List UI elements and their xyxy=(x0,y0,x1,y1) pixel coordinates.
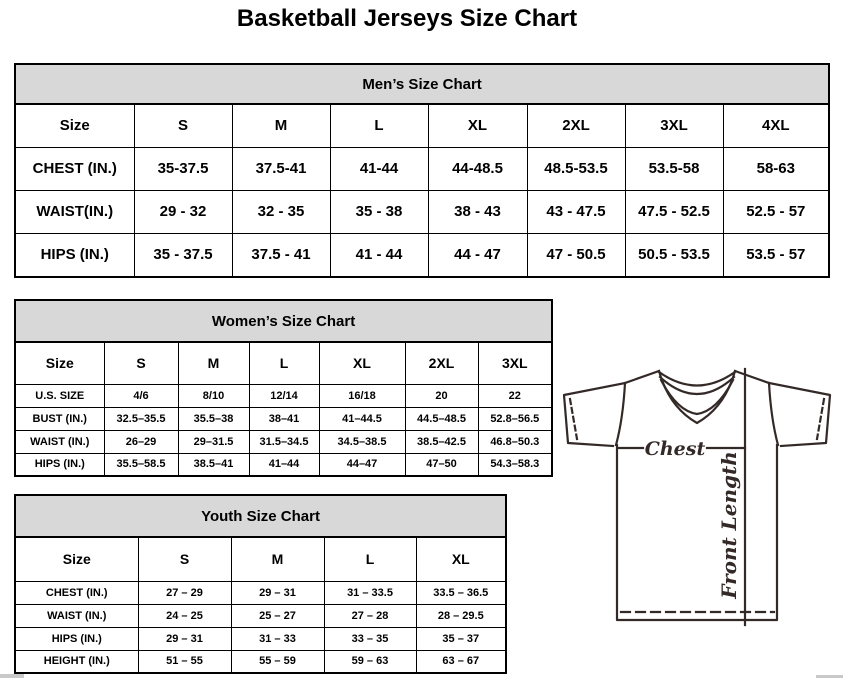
youth-table-row xyxy=(15,627,506,650)
mens-cell: 35 - 38 xyxy=(330,190,428,233)
womens-table-title: Women’s Size Chart xyxy=(15,300,552,342)
youth-cell: 28 – 29.5 xyxy=(416,604,506,627)
womens-cell: 38.5–42.5 xyxy=(405,430,478,453)
mens-table-title: Men’s Size Chart xyxy=(15,64,829,104)
womens-row-label: BUST (IN.) xyxy=(15,407,104,430)
womens-cell: 54.3–58.3 xyxy=(478,453,552,476)
mens-column-header: 3XL xyxy=(625,104,723,147)
youth-cell: 31 – 33 xyxy=(231,627,324,650)
youth-column-header: S xyxy=(138,537,231,581)
womens-table-row xyxy=(15,430,552,453)
mens-row-label: WAIST(IN.) xyxy=(15,190,134,233)
mens-cell: 47 - 50.5 xyxy=(527,233,625,277)
womens-column-header: Size xyxy=(15,342,104,384)
youth-cell: 25 – 27 xyxy=(231,604,324,627)
mens-cell: 35-37.5 xyxy=(134,147,232,190)
mens-cell: 41-44 xyxy=(330,147,428,190)
womens-row-label: U.S. SIZE xyxy=(15,384,104,407)
womens-cell: 35.5–38 xyxy=(178,407,249,430)
jersey-measurement-diagram xyxy=(555,355,843,679)
youth-row-label: CHEST (IN.) xyxy=(15,581,138,604)
womens-cell: 44.5–48.5 xyxy=(405,407,478,430)
youth-row-label: WAIST (IN.) xyxy=(15,604,138,627)
jersey-left-armhole xyxy=(616,383,625,445)
youth-cell: 59 – 63 xyxy=(324,650,416,673)
mens-column-header: S xyxy=(134,104,232,147)
womens-table-row xyxy=(15,407,552,430)
youth-cell: 51 – 55 xyxy=(138,650,231,673)
mens-cell: 53.5-58 xyxy=(625,147,723,190)
youth-column-header: L xyxy=(324,537,416,581)
youth-column-header: Size xyxy=(15,537,138,581)
womens-column-header: 2XL xyxy=(405,342,478,384)
jersey-collar-top-arc xyxy=(659,372,735,386)
mens-column-header: Size xyxy=(15,104,134,147)
womens-row-label: HIPS (IN.) xyxy=(15,453,104,476)
mens-cell: 29 - 32 xyxy=(134,190,232,233)
mens-cell: 37.5 - 41 xyxy=(232,233,330,277)
womens-cell: 8/10 xyxy=(178,384,249,407)
jersey-left-sleeve xyxy=(564,383,625,446)
womens-column-header: 3XL xyxy=(478,342,552,384)
womens-cell: 38.5–41 xyxy=(178,453,249,476)
youth-table-title: Youth Size Chart xyxy=(15,495,506,537)
mens-cell: 38 - 43 xyxy=(428,190,527,233)
womens-column-header: XL xyxy=(319,342,405,384)
womens-cell: 4/6 xyxy=(104,384,178,407)
womens-cell: 29–31.5 xyxy=(178,430,249,453)
jersey-right-shoulder xyxy=(735,371,769,383)
womens-cell: 41–44.5 xyxy=(319,407,405,430)
mens-cell: 53.5 - 57 xyxy=(723,233,829,277)
horizontal-scrollbar-fragment-right[interactable] xyxy=(816,675,843,678)
womens-cell: 46.8–50.3 xyxy=(478,430,552,453)
youth-cell: 33 – 35 xyxy=(324,627,416,650)
mens-size-table xyxy=(14,63,830,278)
youth-column-header: M xyxy=(231,537,324,581)
youth-size-table xyxy=(14,494,507,674)
youth-cell: 29 – 31 xyxy=(138,627,231,650)
youth-column-header: XL xyxy=(416,537,506,581)
womens-cell: 32.5–35.5 xyxy=(104,407,178,430)
youth-cell: 55 – 59 xyxy=(231,650,324,673)
jersey-right-cuff-stitch xyxy=(817,399,824,439)
mens-column-header: 2XL xyxy=(527,104,625,147)
jersey-right-sleeve xyxy=(769,383,830,446)
jersey-right-armhole xyxy=(769,383,778,445)
womens-row-label: WAIST (IN.) xyxy=(15,430,104,453)
mens-cell: 32 - 35 xyxy=(232,190,330,233)
mens-row-label: CHEST (IN.) xyxy=(15,147,134,190)
youth-cell: 31 – 33.5 xyxy=(324,581,416,604)
mens-column-header: XL xyxy=(428,104,527,147)
womens-cell: 16/18 xyxy=(319,384,405,407)
mens-cell: 50.5 - 53.5 xyxy=(625,233,723,277)
youth-cell: 63 – 67 xyxy=(416,650,506,673)
mens-cell: 47.5 - 52.5 xyxy=(625,190,723,233)
mens-cell: 37.5-41 xyxy=(232,147,330,190)
womens-table-row xyxy=(15,384,552,407)
womens-column-header: L xyxy=(249,342,319,384)
mens-row-label: HIPS (IN.) xyxy=(15,233,134,277)
youth-table-row xyxy=(15,581,506,604)
youth-cell: 24 – 25 xyxy=(138,604,231,627)
front-length-label: Front Length xyxy=(717,451,741,599)
youth-row-label: HIPS (IN.) xyxy=(15,627,138,650)
mens-cell: 48.5-53.5 xyxy=(527,147,625,190)
mens-column-header: L xyxy=(330,104,428,147)
youth-table-row xyxy=(15,604,506,627)
womens-cell: 26–29 xyxy=(104,430,178,453)
youth-cell: 27 – 28 xyxy=(324,604,416,627)
womens-cell: 20 xyxy=(405,384,478,407)
mens-cell: 44 - 47 xyxy=(428,233,527,277)
jersey-left-shoulder xyxy=(625,371,659,383)
womens-cell: 47–50 xyxy=(405,453,478,476)
chest-label: Chest xyxy=(644,438,706,460)
youth-cell: 33.5 – 36.5 xyxy=(416,581,506,604)
youth-table-row xyxy=(15,650,506,673)
womens-cell: 22 xyxy=(478,384,552,407)
jersey-body xyxy=(617,445,777,620)
mens-table-row xyxy=(15,147,829,190)
youth-cell: 27 – 29 xyxy=(138,581,231,604)
mens-cell: 52.5 - 57 xyxy=(723,190,829,233)
youth-cell: 29 – 31 xyxy=(231,581,324,604)
womens-cell: 12/14 xyxy=(249,384,319,407)
jersey-left-cuff-stitch xyxy=(570,399,577,439)
mens-table-row xyxy=(15,233,829,277)
womens-cell: 52.8–56.5 xyxy=(478,407,552,430)
mens-cell: 41 - 44 xyxy=(330,233,428,277)
womens-cell: 44–47 xyxy=(319,453,405,476)
womens-cell: 35.5–58.5 xyxy=(104,453,178,476)
mens-cell: 35 - 37.5 xyxy=(134,233,232,277)
mens-cell: 43 - 47.5 xyxy=(527,190,625,233)
womens-column-header: S xyxy=(104,342,178,384)
youth-cell: 35 – 37 xyxy=(416,627,506,650)
mens-column-header: M xyxy=(232,104,330,147)
womens-table-row xyxy=(15,453,552,476)
womens-size-table xyxy=(14,299,553,477)
womens-cell: 38–41 xyxy=(249,407,319,430)
womens-cell: 34.5–38.5 xyxy=(319,430,405,453)
mens-table-row xyxy=(15,190,829,233)
page-title: Basketball Jerseys Size Chart xyxy=(236,5,578,32)
womens-cell: 41–44 xyxy=(249,453,319,476)
womens-cell: 31.5–34.5 xyxy=(249,430,319,453)
mens-cell: 44-48.5 xyxy=(428,147,527,190)
mens-column-header: 4XL xyxy=(723,104,829,147)
horizontal-scrollbar-fragment-left[interactable] xyxy=(0,674,24,678)
mens-cell: 58-63 xyxy=(723,147,829,190)
youth-row-label: HEIGHT (IN.) xyxy=(15,650,138,673)
womens-column-header: M xyxy=(178,342,249,384)
